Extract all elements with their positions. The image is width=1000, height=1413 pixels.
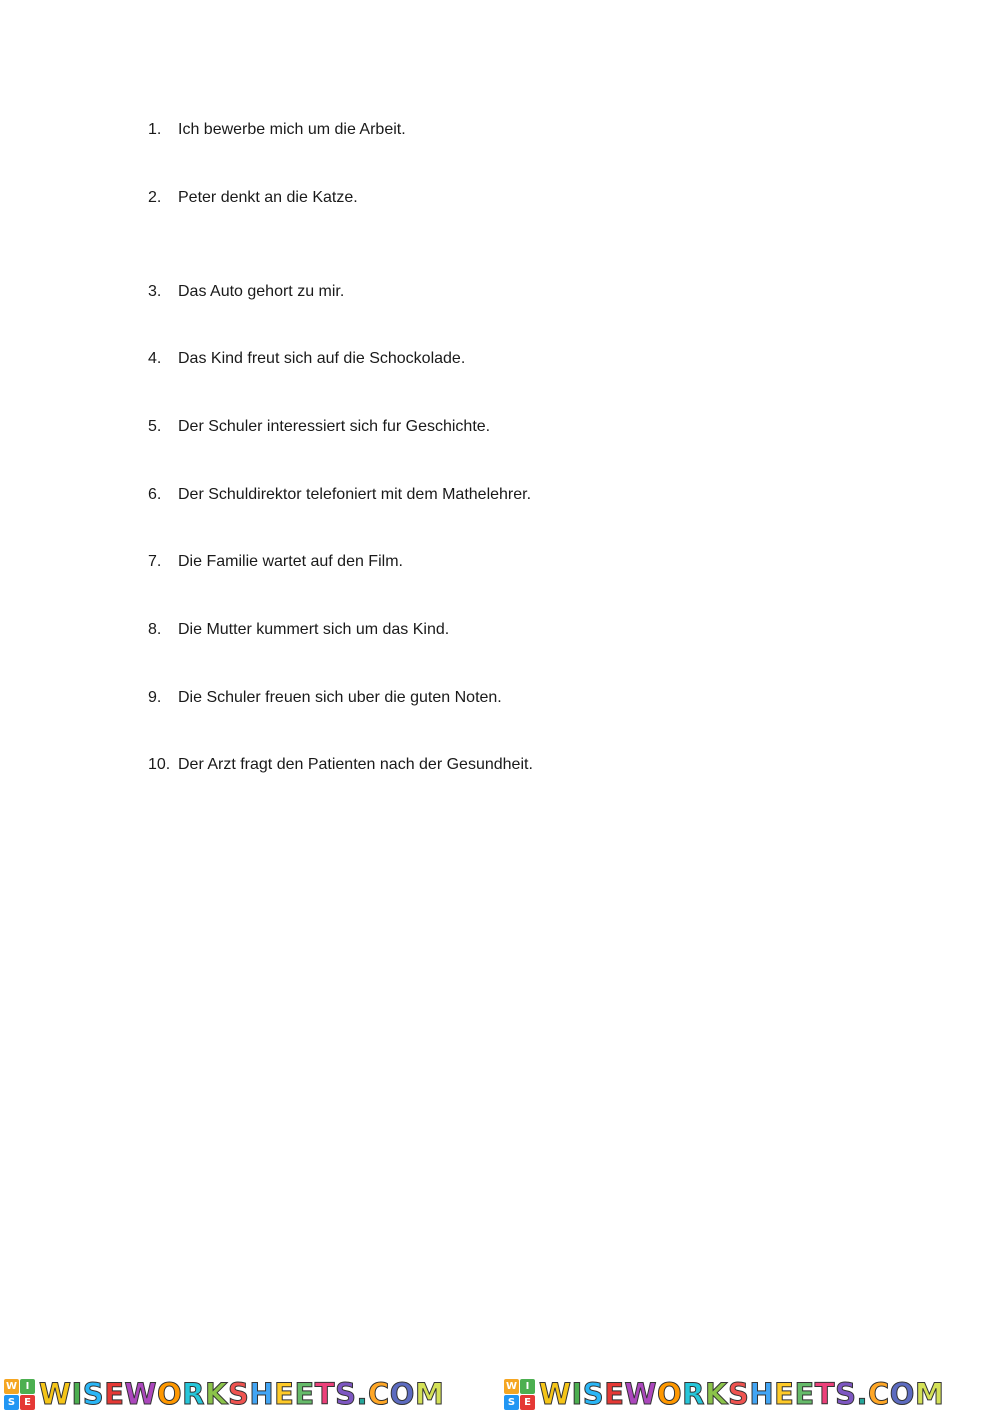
- brand-text: [539, 1376, 944, 1413]
- logo-letter: I: [20, 1379, 35, 1394]
- brand-letter: E: [774, 1377, 795, 1411]
- brand-letter: E: [794, 1377, 815, 1411]
- brand-letter: W: [124, 1377, 157, 1411]
- brand-letter: T: [314, 1377, 336, 1411]
- brand-letter: O: [389, 1377, 415, 1411]
- brand-letter: S: [727, 1377, 750, 1411]
- brand-letter: .: [856, 1377, 868, 1411]
- logo-icon: [504, 1379, 535, 1410]
- brand-letter: O: [157, 1377, 183, 1411]
- brand-letter: S: [335, 1377, 357, 1411]
- item-text: Peter denkt an die Katze.: [178, 189, 358, 206]
- item-number: 6.: [148, 486, 162, 503]
- brand-letter: O: [889, 1377, 915, 1411]
- item-text: Das Kind freut sich auf die Schockolade.: [178, 350, 466, 367]
- list-item: [148, 620, 449, 640]
- brand-letter: S: [227, 1377, 250, 1411]
- item-number: 4.: [148, 350, 162, 367]
- list-item: [148, 552, 403, 572]
- item-text: Der Schuldirektor telefoniert mit dem Mathelehrer.: [178, 486, 532, 503]
- brand-letter: H: [749, 1377, 775, 1411]
- list-item: [148, 755, 533, 775]
- logo-letter: E: [20, 1395, 35, 1410]
- brand-letter: M: [914, 1377, 945, 1411]
- brand-letter: K: [705, 1377, 728, 1411]
- list-item: [148, 349, 465, 369]
- brand-letter: E: [604, 1377, 625, 1411]
- brand-letter: H: [249, 1377, 275, 1411]
- item-text: Die Schuler freuen sich uber die guten Noten.: [178, 689, 502, 706]
- brand-letter: C: [868, 1377, 890, 1411]
- item-text: Der Schuler interessiert sich fur Geschichte.: [178, 418, 491, 435]
- logo-letter: W: [5, 1381, 18, 1392]
- footer-watermark: [0, 1376, 1000, 1413]
- brand-text: [39, 1376, 444, 1413]
- item-number: 5.: [148, 418, 162, 435]
- list-item: [148, 282, 344, 302]
- brand-letter: C: [368, 1377, 390, 1411]
- item-number: 7.: [148, 553, 162, 570]
- list-item: [148, 188, 358, 208]
- item-text: Die Mutter kummert sich um das Kind.: [178, 621, 450, 638]
- brand-letter: R: [682, 1377, 705, 1411]
- brand-letter: W: [39, 1377, 72, 1411]
- logo-letter: I: [520, 1379, 535, 1394]
- logo-letter: W: [505, 1381, 518, 1392]
- brand-letter: S: [82, 1377, 105, 1411]
- brand-letter: W: [624, 1377, 657, 1411]
- item-number: 9.: [148, 689, 162, 706]
- brand-letter: S: [835, 1377, 857, 1411]
- brand-letter: S: [582, 1377, 605, 1411]
- logo-letter: S: [4, 1395, 19, 1410]
- list-item: [148, 120, 406, 140]
- item-number: 2.: [148, 189, 162, 206]
- item-text: Die Familie wartet auf den Film.: [178, 553, 403, 570]
- logo-icon: [4, 1379, 35, 1410]
- brand-letter: E: [104, 1377, 125, 1411]
- brand-letter: M: [414, 1377, 445, 1411]
- brand-letter: W: [539, 1377, 572, 1411]
- brand-logo: [500, 1376, 1000, 1413]
- item-number: 1.: [148, 121, 162, 138]
- brand-letter: O: [657, 1377, 683, 1411]
- list-item: [148, 485, 531, 505]
- logo-letter: E: [520, 1395, 535, 1410]
- brand-letter: I: [571, 1377, 583, 1411]
- brand-letter: T: [814, 1377, 836, 1411]
- item-number: 3.: [148, 283, 162, 300]
- brand-letter: I: [71, 1377, 83, 1411]
- item-number: 10.: [148, 756, 171, 773]
- brand-logo: [0, 1376, 500, 1413]
- logo-letter: S: [504, 1395, 519, 1410]
- item-number: 8.: [148, 621, 162, 638]
- item-text: Der Arzt fragt den Patienten nach der Gesundheit.: [178, 756, 533, 773]
- item-text: Das Auto gehort zu mir.: [178, 283, 345, 300]
- brand-letter: R: [182, 1377, 205, 1411]
- list-item: [148, 688, 502, 708]
- brand-letter: K: [205, 1377, 228, 1411]
- brand-letter: .: [356, 1377, 368, 1411]
- brand-letter: E: [294, 1377, 315, 1411]
- item-text: Ich bewerbe mich um die Arbeit.: [178, 121, 406, 138]
- list-item: [148, 417, 490, 437]
- brand-letter: E: [274, 1377, 295, 1411]
